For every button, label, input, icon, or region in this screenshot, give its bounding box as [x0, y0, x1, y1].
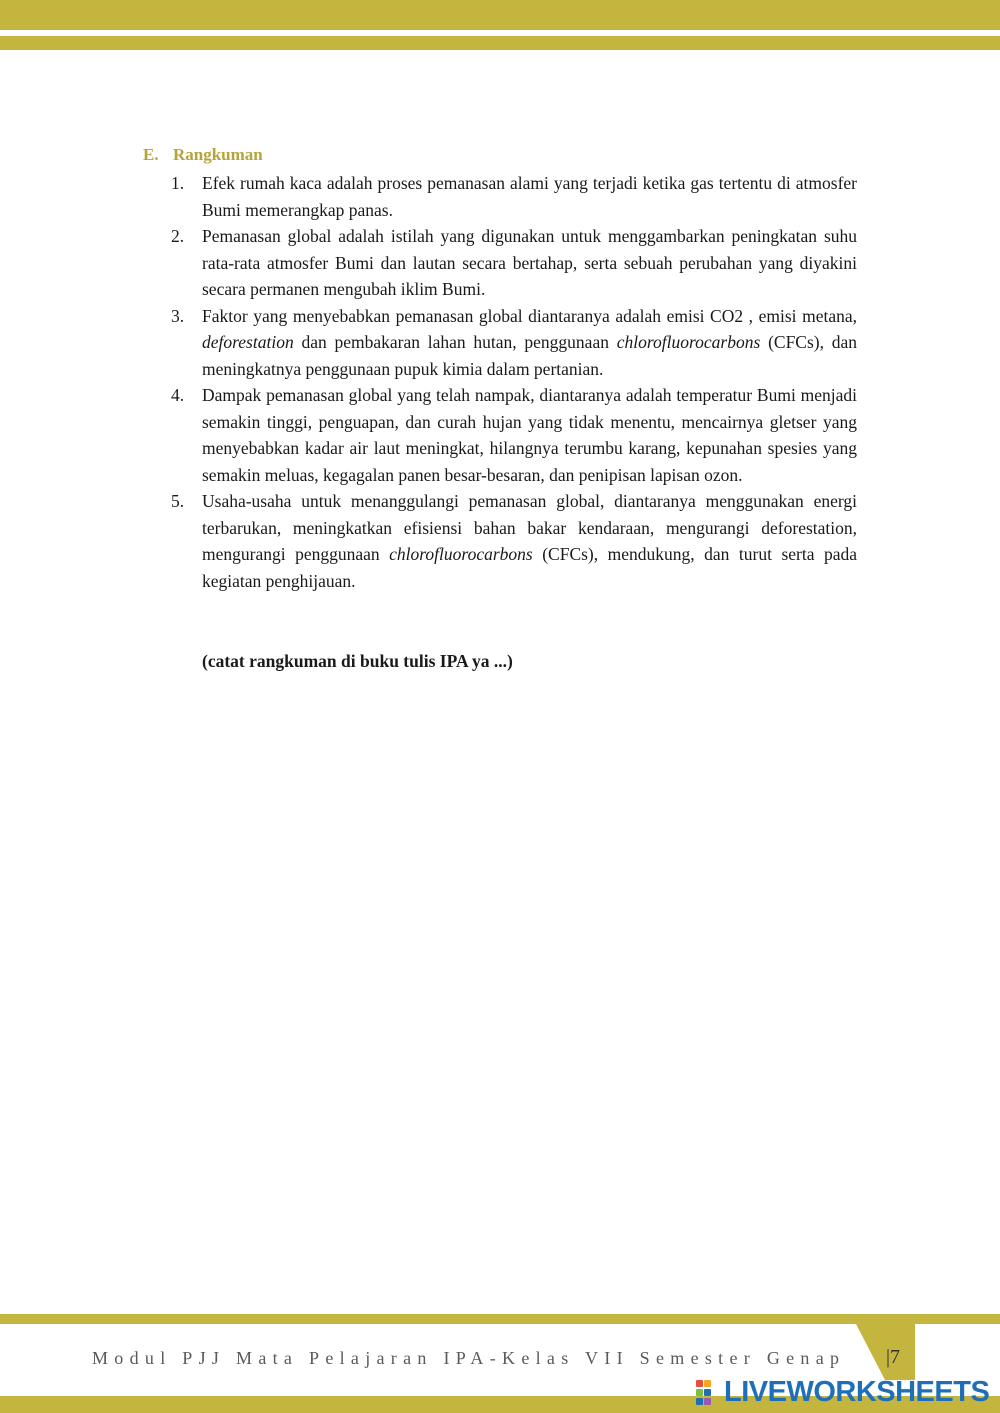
item-number: 3. — [171, 305, 185, 326]
item-text: Efek rumah kaca adalah proses pemanasan alami yang terjadi ketika gas tertentu di atmosfer Bumi memerangkap panas. — [202, 173, 857, 220]
section-heading — [143, 142, 857, 168]
header-band — [0, 0, 1000, 30]
item-text: (CFCs), dan meningkatnya penggunaan pupuk kimia dalam pertanian. — [202, 332, 858, 379]
item-number: 5. — [171, 491, 185, 511]
item-number: 1. — [171, 173, 185, 193]
footer-stripe — [0, 1314, 1000, 1324]
footer-tab-shape — [855, 1322, 915, 1380]
section-letter: E. — [143, 145, 159, 164]
summary-item — [143, 223, 857, 303]
watermark-text: LIVEWORKSHEETS — [724, 1376, 990, 1408]
footer-title: Modul PJJ Mata Pelajaran IPA-Kelas VII Semester Genap — [92, 1348, 846, 1368]
item-text: (CFCs), mendukung, dan turut serta pada kegiatan penghijauan. — [202, 544, 858, 591]
italic-term: deforestation — [202, 332, 294, 352]
italic-term: chlorofluorocarbons — [616, 332, 761, 352]
watermark[interactable] — [696, 1376, 989, 1409]
summary-item — [143, 303, 857, 383]
section-title: Rangkuman — [173, 145, 263, 164]
item-text: Faktor yang menyebabkan pemanasan global diantaranya adalah emisi CO2 , emisi metana, — [202, 305, 857, 326]
summary-item — [143, 488, 857, 594]
summary-item — [143, 382, 857, 488]
liveworksheets-logo-icon — [696, 1379, 722, 1407]
item-text: Dampak pemanasan global yang telah nampak, diantaranya adalah temperatur Bumi menjadi semakin tinggi, penguapan, dan curah hujan yang tidak menentu, mencairnya gletser yang menyebabkan kadar air laut meningkat, hilangnya terumbu karang, kepunahan spesies yang semakin meluas, kegagalan panen besar-besaran, dan penipisan lapisan ozon. — [202, 385, 857, 485]
item-text: dan pembakaran lahan hutan, penggunaan — [293, 332, 617, 352]
summary-list — [143, 170, 857, 594]
page-number: |7 — [886, 1346, 901, 1368]
note-text: (catat rangkuman di buku tulis IPA ya ...) — [202, 651, 513, 671]
italic-term: chlorofluorocarbons — [389, 544, 533, 564]
summary-item — [143, 170, 857, 223]
summary-section — [143, 142, 857, 674]
item-number: 4. — [171, 385, 185, 405]
item-text: Pemanasan global adalah istilah yang digunakan untuk menggambarkan peningkatan suhu rata-rata atmosfer Bumi dan lautan secara bertahap, serta sebuah perubahan yang diyakini secara permanen mengubah iklim Bumi. — [202, 226, 857, 299]
header-stripe — [0, 36, 1000, 50]
item-number: 2. — [171, 226, 185, 246]
item-text: Usaha-usaha untuk menanggulangi pemanasan global, diantaranya menggunakan energi terbarukan, meningkatkan efisiensi bahan bakar kendaraan, mengurangi deforestation, mengurangi penggunaan — [202, 491, 857, 564]
